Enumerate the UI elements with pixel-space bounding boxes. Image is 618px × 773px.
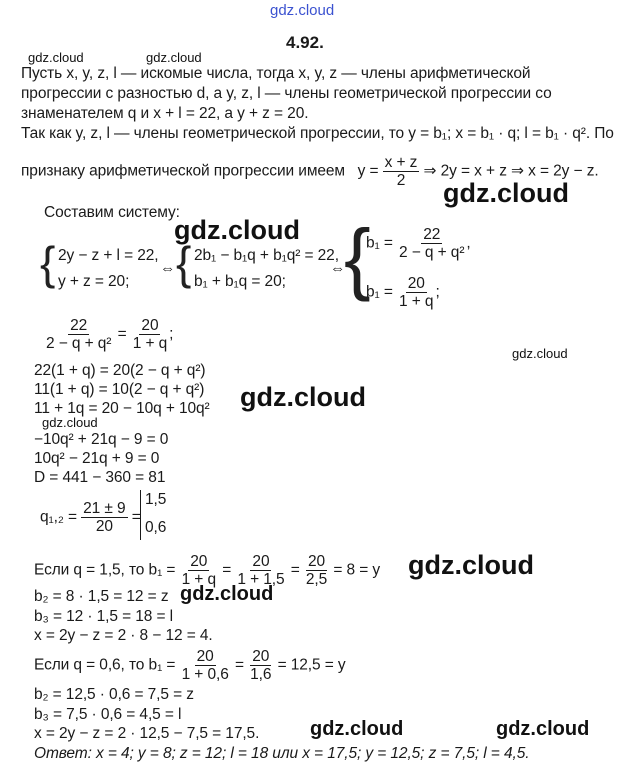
fraction: [235, 553, 286, 588]
discriminant-line: D = 441 − 360 = 81: [34, 469, 166, 486]
system3-line1: [366, 226, 471, 261]
numerator: 22: [423, 226, 441, 243]
watermark: gdz.cloud: [408, 550, 534, 580]
denominator: 2 − q + q²: [399, 244, 465, 261]
numerator: 20: [141, 317, 159, 334]
case1-line-3: x = 2y − z = 2 · 8 − 12 = 4.: [34, 627, 213, 644]
case2-line-1: b₂ = 12,5 · 0,6 = 7,5 = z: [34, 686, 194, 703]
equals: =: [234, 656, 244, 674]
punct: ;: [169, 325, 174, 343]
intro-eq-left: y =: [357, 162, 379, 180]
fraction: [397, 226, 466, 261]
fraction: [304, 553, 329, 588]
roots-bar: [140, 490, 141, 540]
brace-icon: {: [344, 213, 371, 302]
fraction: [397, 275, 435, 310]
watermark: gdz.cloud: [512, 346, 568, 361]
watermark: gdz.cloud: [180, 583, 274, 605]
system2-line1: 2b₁ − b₁q + b₁q² = 22,: [194, 247, 339, 264]
case2-tail: = 12,5 = y: [277, 656, 346, 674]
case1-tail: = 8 = y: [333, 561, 381, 579]
fraction: [383, 154, 420, 189]
punct: ,: [466, 234, 471, 252]
numerator: 20: [252, 553, 270, 570]
watermark: gdz.cloud: [42, 415, 98, 430]
b1-label: b₁ =: [366, 234, 393, 252]
denominator: 20: [95, 518, 113, 535]
numerator: 20: [407, 275, 425, 292]
case2-line-3: x = 2y − z = 2 · 12,5 − 7,5 = 17,5.: [34, 725, 260, 742]
equation-line-5: 10q² − 21q + 9 = 0: [34, 450, 160, 467]
root-2: 0,6: [145, 519, 167, 536]
b1-label: b₁ =: [148, 656, 176, 674]
watermark: gdz.cloud: [310, 718, 404, 740]
answer-line: Ответ: x = 4; y = 8; z = 12; l = 18 или x = 17,5; y = 12,5; z = 7,5; l = 4,5.: [34, 745, 530, 762]
equation-line-3: 11 + 1q = 20 − 10q + 10q²: [34, 400, 210, 417]
equals: =: [131, 508, 141, 526]
system2-line2: b₁ + b₁q = 20;: [194, 273, 286, 290]
fraction: [81, 500, 127, 535]
numerator: x + z: [384, 154, 418, 171]
fraction-equation: [44, 317, 173, 352]
roots-formula: [40, 500, 141, 535]
case2-b1: [34, 648, 346, 683]
equivalence-icon: ⇔: [330, 260, 346, 277]
case2-line-2: b₃ = 7,5 · 0,6 = 4,5 = l: [34, 706, 182, 723]
numerator: 21 ± 9: [83, 500, 126, 517]
denominator: 1 + q: [132, 335, 168, 352]
equivalence-icon: ⇔: [160, 260, 176, 277]
intro-text: признаку арифметической прогрессии имеем: [21, 162, 345, 180]
denominator: 2: [396, 172, 406, 189]
brace-icon: {: [176, 237, 192, 289]
b1-label: b₁ =: [366, 283, 393, 301]
root-1: 1,5: [145, 491, 167, 508]
denominator: 1 + q: [399, 293, 434, 310]
numerator: 20: [308, 553, 326, 570]
system-heading: Составим систему:: [44, 204, 180, 221]
denominator: 2 − q + q²: [46, 335, 112, 352]
fraction: [44, 317, 113, 352]
numerator: 20: [196, 648, 214, 665]
watermark: gdz.cloud: [240, 382, 366, 412]
numerator: 20: [252, 648, 270, 665]
fraction: [131, 317, 169, 352]
denominator: 1,6: [250, 666, 272, 683]
intro-line-5: [21, 154, 599, 189]
intro-line-4: Так как y, z, l — члены геометрической прогрессии, то y = b₁; x = b₁ · q; l = b₁ · q². По: [21, 125, 614, 142]
denominator: 1 + 1,5: [237, 571, 285, 588]
numerator: 22: [70, 317, 88, 334]
watermark: gdz.cloud: [146, 50, 202, 65]
intro-eq-right: ⇒ 2y = x + z ⇒ x = 2y − z.: [423, 162, 599, 180]
case2-if: Если q = 0,6, то: [34, 656, 145, 674]
system1-line1: 2y − z + l = 22,: [58, 247, 159, 264]
equation-line-4: −10q² + 21q − 9 = 0: [34, 431, 169, 448]
system1-line2: y + z = 20;: [58, 273, 130, 290]
intro-line-2: прогрессии с разностью d, а y, z, l — члены геометрической прогрессии со: [21, 85, 552, 102]
watermark: gdz.cloud: [496, 718, 590, 740]
denominator: 2,5: [305, 571, 328, 588]
watermark: gdz.cloud: [28, 50, 84, 65]
fraction: [180, 553, 218, 588]
punct: ;: [435, 283, 440, 301]
brace-icon: {: [40, 237, 56, 289]
roots-label: q₁,₂ =: [40, 508, 77, 526]
case1-if: Если q = 1,5, то: [34, 561, 145, 579]
case1-line-2: b₃ = 12 · 1,5 = 18 = l: [34, 608, 173, 625]
denominator: 1 + 0,6: [181, 666, 229, 683]
watermark-top: gdz.cloud: [270, 2, 335, 19]
intro-line-1: Пусть x, y, z, l — искомые числа, тогда x, y, z — члены арифметической: [21, 65, 531, 82]
denominator: 1 + q: [181, 571, 216, 588]
equals: =: [117, 325, 127, 343]
case1-b1: [34, 553, 380, 588]
system3-line2: [366, 275, 440, 310]
fraction: [248, 648, 273, 683]
fraction: [180, 648, 231, 683]
watermark: gdz.cloud: [443, 178, 569, 208]
equals: =: [222, 561, 232, 579]
equals: =: [290, 561, 300, 579]
problem-number: 4.92.: [286, 33, 324, 52]
b1-label: b₁ =: [148, 561, 176, 579]
equation-line-2: 11(1 + q) = 10(2 − q + q²): [34, 381, 205, 398]
numerator: 20: [190, 553, 208, 570]
equation-line-1: 22(1 + q) = 20(2 − q + q²): [34, 362, 206, 379]
case1-line-1: b₂ = 8 · 1,5 = 12 = z: [34, 588, 169, 605]
watermark: gdz.cloud: [174, 215, 300, 245]
intro-line-3: знаменателем q и x + l = 22, а y + z = 20.: [21, 105, 309, 122]
